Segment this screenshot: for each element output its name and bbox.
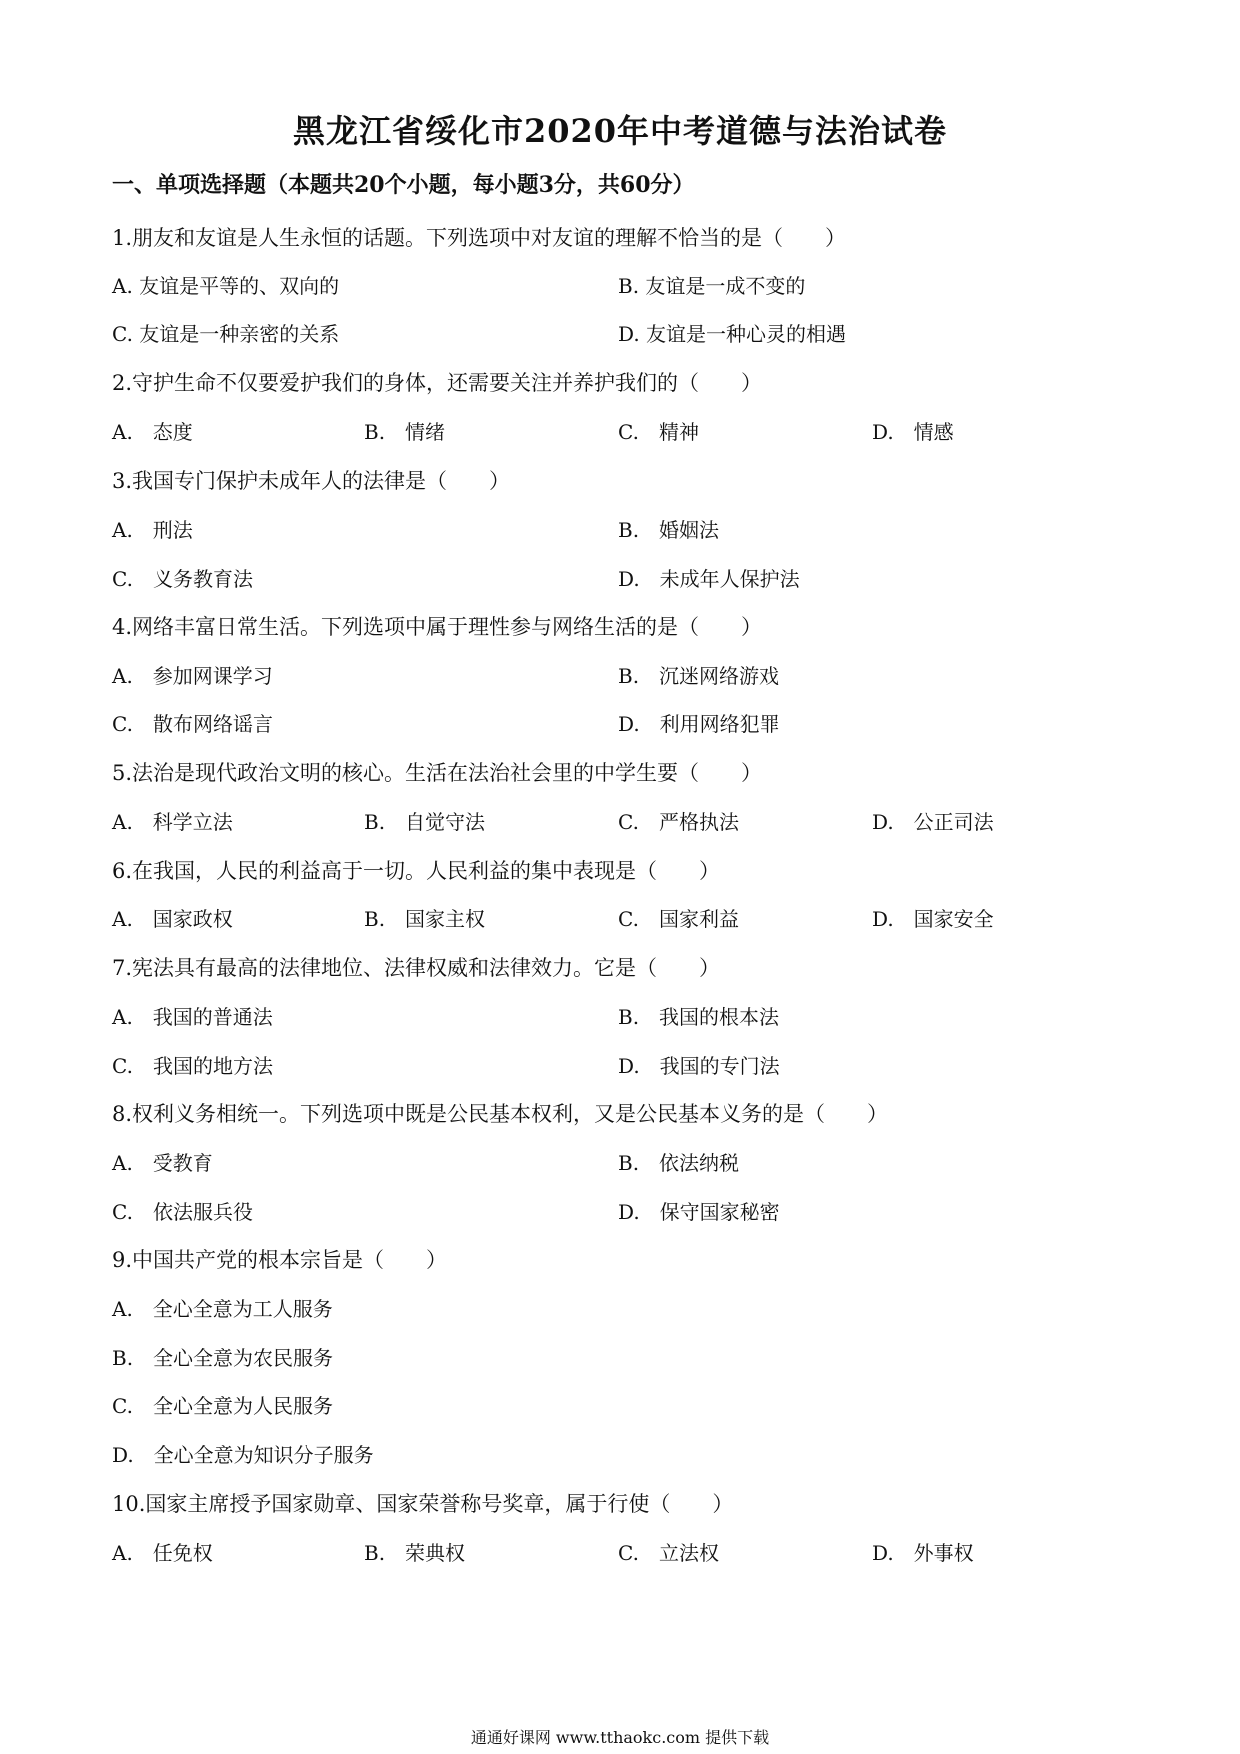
question-2-option-c: C. 精神 bbox=[618, 420, 699, 444]
question-4-option-b: B. 沉迷网络游戏 bbox=[618, 664, 780, 688]
question-2-option-a: A. 态度 bbox=[112, 420, 193, 444]
question-8-option-a: A. 受教育 bbox=[112, 1151, 213, 1175]
question-1-stem: 1.朋友和友谊是人生永恒的话题。下列选项中对友谊的理解不恰当的是（ ） bbox=[112, 226, 847, 250]
question-9-option-d: D. 全心全意为知识分子服务 bbox=[112, 1443, 374, 1467]
question-7-option-d: D. 我国的专门法 bbox=[618, 1054, 780, 1078]
question-10-option-b: B. 荣典权 bbox=[364, 1541, 466, 1565]
question-2-option-b: B. 情绪 bbox=[364, 420, 446, 444]
question-5-option-d: D. 公正司法 bbox=[872, 810, 994, 834]
question-4-option-d: D. 利用网络犯罪 bbox=[618, 712, 780, 736]
question-4-stem: 4.网络丰富日常生活。下列选项中属于理性参与网络生活的是（ ） bbox=[112, 615, 763, 639]
question-7-option-b: B. 我国的根本法 bbox=[618, 1005, 780, 1029]
question-3-option-a: A. 刑法 bbox=[112, 518, 193, 542]
question-8-option-d: D. 保守国家秘密 bbox=[618, 1200, 780, 1224]
question-3-option-c: C. 义务教育法 bbox=[112, 567, 253, 591]
question-10-stem: 10.国家主席授予国家勋章、国家荣誉称号奖章，属于行使（ ） bbox=[112, 1492, 734, 1516]
question-6-option-d: D. 国家安全 bbox=[872, 907, 994, 931]
question-7-option-c: C. 我国的地方法 bbox=[112, 1054, 273, 1078]
question-6-option-b: B. 国家主权 bbox=[364, 907, 486, 931]
question-5-option-b: B. 自觉守法 bbox=[364, 810, 486, 834]
question-5-option-a: A. 科学立法 bbox=[112, 810, 233, 834]
question-10-option-d: D. 外事权 bbox=[872, 1541, 974, 1565]
question-9-option-a: A. 全心全意为工人服务 bbox=[112, 1297, 333, 1321]
question-2-option-d: D. 情感 bbox=[872, 420, 954, 444]
question-2-stem: 2.守护生命不仅要爱护我们的身体，还需要关注并养护我们的（ ） bbox=[112, 371, 763, 395]
question-4-option-c: C. 散布网络谣言 bbox=[112, 712, 273, 736]
page-footer: 通通好课网 www.tthaokc.com 提供下载 bbox=[470, 1728, 770, 1747]
question-10-option-c: C. 立法权 bbox=[618, 1541, 719, 1565]
page-title: 黑龙江省绥化市2020年中考道德与法治试卷 bbox=[292, 112, 948, 150]
question-5-stem: 5.法治是现代政治文明的核心。生活在法治社会里的中学生要（ ） bbox=[112, 761, 763, 785]
question-3-stem: 3.我国专门保护未成年人的法律是（ ） bbox=[112, 469, 511, 493]
question-8-option-c: C. 依法服兵役 bbox=[112, 1200, 253, 1224]
question-7-stem: 7.宪法具有最高的法律地位、法律权威和法律效力。它是（ ） bbox=[112, 956, 721, 980]
question-1-option-b: B. 友谊是一成不变的 bbox=[618, 274, 806, 298]
section-heading: 一、单项选择题（本题共20个小题，每小题3分，共60分） bbox=[112, 172, 695, 198]
question-1-option-a: A. 友谊是平等的、双向的 bbox=[112, 274, 340, 298]
question-1-option-c: C. 友谊是一种亲密的关系 bbox=[112, 322, 340, 346]
question-6-option-a: A. 国家政权 bbox=[112, 907, 233, 931]
question-6-stem: 6.在我国，人民的利益高于一切。人民利益的集中表现是（ ） bbox=[112, 859, 721, 883]
question-1-option-d: D. 友谊是一种心灵的相遇 bbox=[618, 322, 847, 346]
question-8-option-b: B. 依法纳税 bbox=[618, 1151, 740, 1175]
question-8-stem: 8.权利义务相统一。下列选项中既是公民基本权利，又是公民基本义务的是（ ） bbox=[112, 1102, 889, 1126]
question-6-option-c: C. 国家利益 bbox=[618, 907, 739, 931]
question-9-stem: 9.中国共产党的根本宗旨是（ ） bbox=[112, 1248, 448, 1272]
question-4-option-a: A. 参加网课学习 bbox=[112, 664, 273, 688]
question-9-option-b: B. 全心全意为农民服务 bbox=[112, 1346, 334, 1370]
question-5-option-c: C. 严格执法 bbox=[618, 810, 739, 834]
question-10-option-a: A. 任免权 bbox=[112, 1541, 213, 1565]
question-9-option-c: C. 全心全意为人民服务 bbox=[112, 1394, 333, 1418]
question-3-option-d: D. 未成年人保护法 bbox=[618, 567, 800, 591]
question-3-option-b: B. 婚姻法 bbox=[618, 518, 720, 542]
question-7-option-a: A. 我国的普通法 bbox=[112, 1005, 273, 1029]
